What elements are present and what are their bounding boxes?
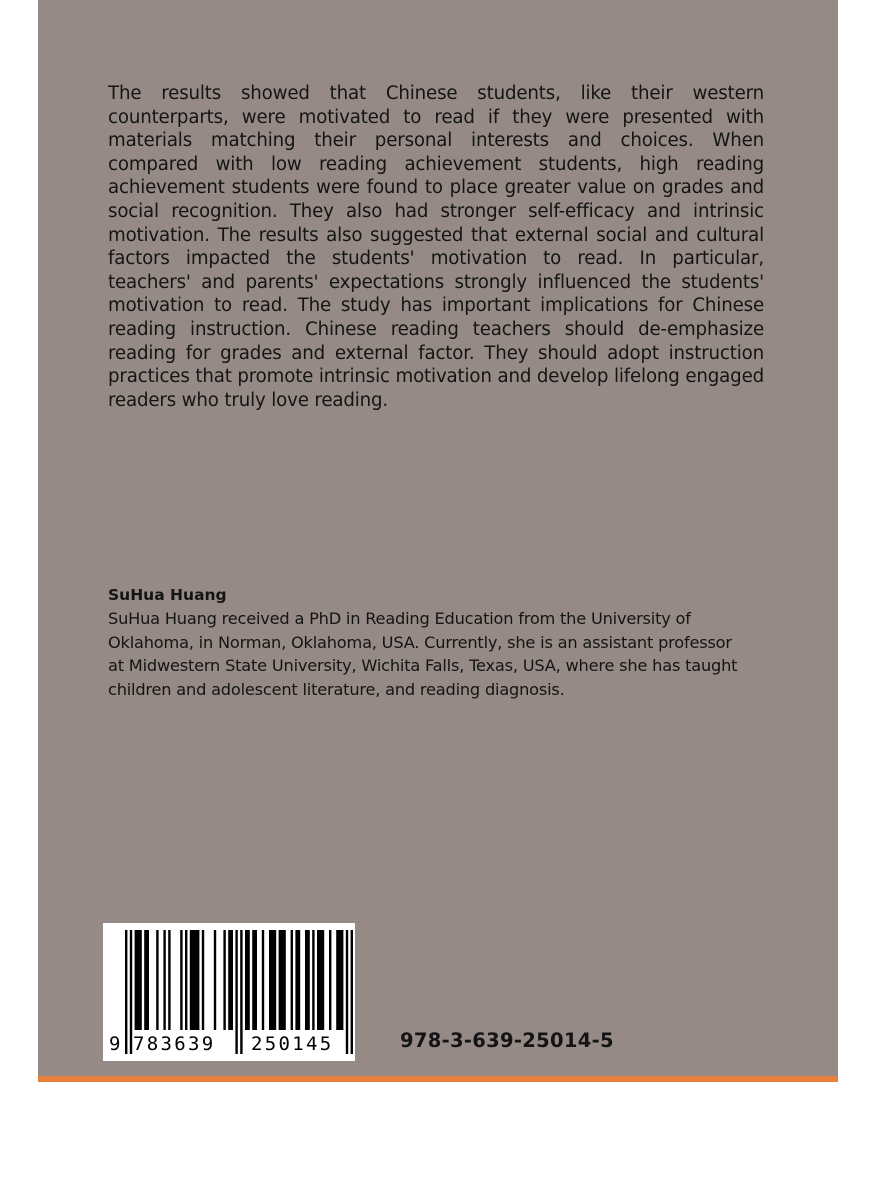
barcode-digits — [103, 1030, 355, 1058]
barcode-bar — [214, 930, 216, 1030]
barcode-bar — [190, 930, 200, 1030]
barcode-digits-right: 250145 — [251, 1033, 334, 1055]
barcode-digit-first: 9 — [109, 1033, 121, 1055]
barcode-bar — [269, 930, 276, 1030]
barcode-bar — [185, 930, 187, 1030]
barcode-bar — [252, 930, 257, 1030]
barcode-bar — [156, 930, 158, 1030]
author-name: SuHua Huang — [108, 586, 227, 604]
barcode-bar — [144, 930, 149, 1030]
barcode-bar — [245, 930, 250, 1030]
barcode-bar — [202, 930, 204, 1030]
barcode-bar — [295, 930, 300, 1030]
author-bio — [108, 607, 748, 701]
barcode-bar — [135, 930, 142, 1030]
barcode-bar — [317, 930, 324, 1030]
barcode-bar — [223, 930, 225, 1030]
barcode-bar — [228, 930, 233, 1030]
barcode-bar — [163, 930, 165, 1030]
barcode-bar — [312, 930, 314, 1030]
barcode-bar — [262, 930, 264, 1030]
author-bio-line: at Midwestern State University, Wichita Falls, Texas, USA, where she has taught — [108, 656, 738, 676]
author-bio-line: SuHua Huang received a PhD in Reading Education from the University of — [108, 609, 691, 628]
barcode-bar — [305, 930, 310, 1030]
isbn-number: 978-3-639-25014-5 — [400, 1029, 614, 1052]
barcode-bar — [279, 930, 286, 1030]
accent-stripe — [38, 1076, 838, 1082]
author-bio-line: children and adolescent literature, and reading diagnosis. — [108, 679, 565, 699]
book-blurb: The results showed that Chinese students, like their western counterparts, were motivated to read if they were presented with materials matching their personal interests and choices. When compared with low reading achievement students, high reading achievement students were found to place greater value on grades and social recognition. They also had stronger self-efficacy and intrinsic motivation. The results also suggested that external social and cultural factors impacted the students' motivation to read. In particular, teachers' and parents' expectations strongly influenced the students' motivation to read. The study has important implications for Chinese reading instruction. Chinese reading teachers should de-emphasize reading for grades and external factor. They should adopt instruction practices that promote intrinsic motivation and develop lifelong engaged readers who truly love reading. — [108, 83, 764, 411]
author-bio-line: Oklahoma, in Norman, Oklahoma, USA. Currently, she is an assistant professor — [108, 632, 732, 652]
barcode-digits-left: 783639 — [133, 1033, 216, 1055]
barcode-bar — [180, 930, 182, 1030]
barcode-bar — [168, 930, 170, 1030]
barcode-bar — [336, 930, 343, 1030]
barcode-bar — [291, 930, 293, 1030]
barcode-bar — [329, 930, 331, 1030]
isbn-barcode — [103, 923, 355, 1061]
